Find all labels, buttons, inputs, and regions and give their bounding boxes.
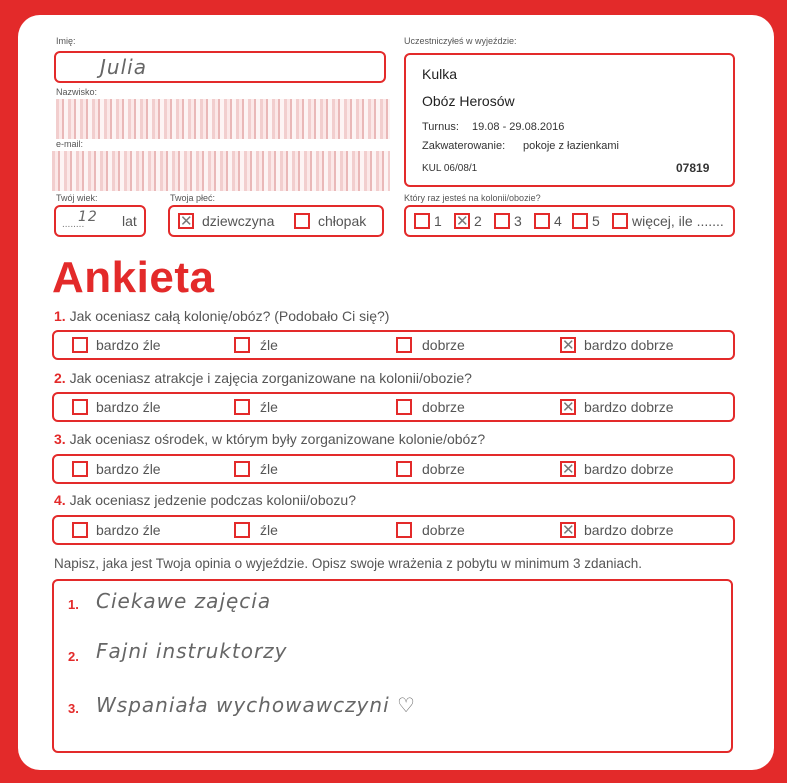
checkbox-q3-bardzo-zle[interactable] <box>72 461 88 477</box>
checkbox-q1-bardzo-dobrze[interactable] <box>560 337 576 353</box>
wiek-value: 12 <box>78 209 98 225</box>
survey-form <box>18 15 774 770</box>
checkbox-q2-zle[interactable] <box>234 399 250 415</box>
checkbox-q3-zle[interactable] <box>234 461 250 477</box>
checkbox-2[interactable] <box>454 213 470 229</box>
trip-info-box <box>404 53 735 187</box>
checkbox-q4-dobrze[interactable] <box>396 522 412 538</box>
option-2: 2 <box>474 213 482 229</box>
plec-label: Twoja płeć: <box>170 193 216 203</box>
checkbox-5[interactable] <box>572 213 588 229</box>
page-title: Ankieta <box>52 253 215 302</box>
option-zle: źle <box>260 522 278 538</box>
opinion-line-2: Fajni instruktorzy <box>96 639 288 663</box>
rating-row-2 <box>52 392 735 422</box>
option-dobrze: dobrze <box>422 337 465 353</box>
option-wiecej: więcej, ile ....... <box>632 213 724 229</box>
trip-kulka: Kulka <box>422 66 458 82</box>
rating-row-1 <box>52 330 735 360</box>
uczestniczyles-label: Uczestniczyłeś w wyjeździe: <box>404 36 517 46</box>
option-dobrze: dobrze <box>422 461 465 477</box>
checkbox-q2-bardzo-zle[interactable] <box>72 399 88 415</box>
zakwaterowanie-label: Zakwaterowanie: <box>422 140 506 152</box>
question-2: 2. Jak oceniasz atrakcje i zajęcia zorganizowane na kolonii/obozie? <box>54 370 472 386</box>
rating-row-4 <box>52 515 735 545</box>
opinion-num-2: 2. <box>68 649 79 664</box>
wiek-field[interactable] <box>54 205 146 237</box>
option-1: 1 <box>434 213 442 229</box>
checkbox-q1-dobrze[interactable] <box>396 337 412 353</box>
ktory-label: Który raz jesteś na kolonii/obozie? <box>404 193 541 203</box>
wiek-label: Twój wiek: <box>56 193 98 203</box>
question-1: 1. Jak oceniasz całą kolonię/obóz? (Podobało Ci się?) <box>54 308 390 324</box>
option-bardzo-dobrze: bardzo dobrze <box>584 522 674 538</box>
checkbox-q4-bardzo-zle[interactable] <box>72 522 88 538</box>
checkbox-wiecej[interactable] <box>612 213 628 229</box>
option-4: 4 <box>554 213 562 229</box>
opinion-line-1: Ciekawe zajęcia <box>96 589 272 613</box>
option-dziewczyna: dziewczyna <box>202 213 275 229</box>
turnus-label: Turnus: <box>422 121 459 133</box>
opinion-textarea[interactable] <box>52 579 733 753</box>
option-bardzo-zle: bardzo źle <box>96 461 161 477</box>
option-zle: źle <box>260 337 278 353</box>
plec-field <box>168 205 384 237</box>
imie-label: Imię: <box>56 36 76 46</box>
nazwisko-redacted <box>56 99 390 139</box>
option-bardzo-zle: bardzo źle <box>96 337 161 353</box>
option-zle: źle <box>260 399 278 415</box>
rating-row-3 <box>52 454 735 484</box>
checkbox-q2-dobrze[interactable] <box>396 399 412 415</box>
turnus-value: 19.08 - 29.08.2016 <box>472 121 565 133</box>
imie-value: Julia <box>100 55 147 79</box>
ktory-field <box>404 205 735 237</box>
option-bardzo-dobrze: bardzo dobrze <box>584 399 674 415</box>
option-dobrze: dobrze <box>422 522 465 538</box>
checkbox-q4-bardzo-dobrze[interactable] <box>560 522 576 538</box>
wiek-dots: ........ <box>62 219 85 230</box>
opinion-line-3: Wspaniała wychowawczyni ♡ <box>96 693 416 717</box>
trip-kod: KUL 06/08/1 <box>422 163 478 174</box>
nazwisko-label: Nazwisko: <box>56 87 98 97</box>
option-bardzo-dobrze: bardzo dobrze <box>584 461 674 477</box>
option-chlopak: chłopak <box>318 213 367 229</box>
option-bardzo-zle: bardzo źle <box>96 522 161 538</box>
trip-numer: 07819 <box>676 161 710 175</box>
checkbox-4[interactable] <box>534 213 550 229</box>
checkbox-3[interactable] <box>494 213 510 229</box>
zakwaterowanie-value: pokoje z łazienkami <box>523 140 619 152</box>
question-4: 4. Jak oceniasz jedzenie podczas kolonii/obozu? <box>54 492 356 508</box>
checkbox-q2-bardzo-dobrze[interactable] <box>560 399 576 415</box>
option-bardzo-zle: bardzo źle <box>96 399 161 415</box>
checkbox-q3-dobrze[interactable] <box>396 461 412 477</box>
checkbox-1[interactable] <box>414 213 430 229</box>
email-redacted <box>52 151 390 191</box>
imie-field[interactable] <box>54 51 386 83</box>
option-5: 5 <box>592 213 600 229</box>
checkbox-q3-bardzo-dobrze[interactable] <box>560 461 576 477</box>
option-dobrze: dobrze <box>422 399 465 415</box>
option-3: 3 <box>514 213 522 229</box>
wiek-unit: lat <box>122 213 137 229</box>
checkbox-q1-zle[interactable] <box>234 337 250 353</box>
email-label: e-mail: <box>56 139 84 149</box>
checkbox-q1-bardzo-zle[interactable] <box>72 337 88 353</box>
trip-oboz: Obóz Herosów <box>422 93 515 109</box>
question-3: 3. Jak oceniasz ośrodek, w którym były zorganizowane kolonie/obóz? <box>54 431 486 447</box>
option-bardzo-dobrze: bardzo dobrze <box>584 337 674 353</box>
opinion-prompt: Napisz, jaka jest Twoja opinia o wyjeździe. Opisz swoje wrażenia z pobytu w minimum 3 zdaniach. <box>54 556 643 571</box>
option-zle: źle <box>260 461 278 477</box>
checkbox-q4-zle[interactable] <box>234 522 250 538</box>
checkbox-dziewczyna[interactable] <box>178 213 194 229</box>
opinion-num-1: 1. <box>68 597 79 612</box>
opinion-num-3: 3. <box>68 701 79 716</box>
checkbox-chlopak[interactable] <box>294 213 310 229</box>
